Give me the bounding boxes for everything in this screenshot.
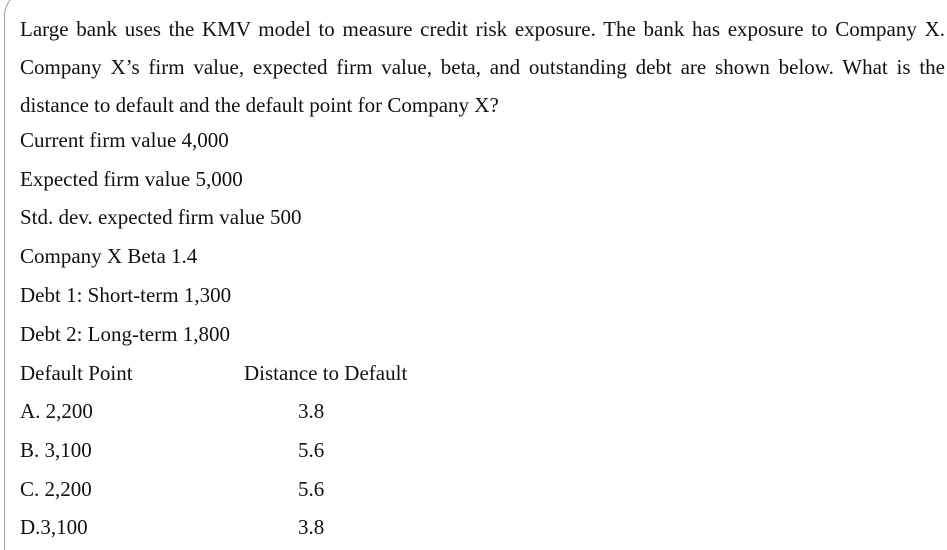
input-std-dev: Std. dev. expected firm value 500 — [20, 205, 302, 229]
input-beta: Company X Beta 1.4 — [20, 244, 198, 268]
header-distance-to-default: Distance to Default — [244, 361, 408, 385]
input-debt-long-term: Debt 2: Long-term 1,800 — [20, 322, 230, 346]
option-d-distance: 3.8 — [298, 515, 325, 539]
input-expected-firm-value: Expected firm value 5,000 — [20, 167, 243, 191]
option-b-default-point: B. 3,100 — [20, 438, 92, 462]
option-c-default-point: C. 2,200 — [20, 477, 92, 501]
input-current-firm-value: Current firm value 4,000 — [20, 128, 229, 152]
input-debt-short-term: Debt 1: Short-term 1,300 — [20, 283, 232, 307]
option-b-distance: 5.6 — [298, 438, 325, 462]
header-default-point: Default Point — [20, 361, 133, 385]
option-d-default-point: D.3,100 — [20, 515, 88, 539]
option-a-default-point: A. 2,200 — [20, 399, 93, 423]
option-c-distance: 5.6 — [298, 477, 325, 501]
question-text: Large bank uses the KMV model to measure credit risk exposure. The bank has exposure to Company X. Company X’s firm value, expected firm value, beta, and outstanding debt are shown below. What is the distance to default and the default point for Company X? — [20, 17, 945, 117]
option-a-distance: 3.8 — [298, 399, 325, 423]
